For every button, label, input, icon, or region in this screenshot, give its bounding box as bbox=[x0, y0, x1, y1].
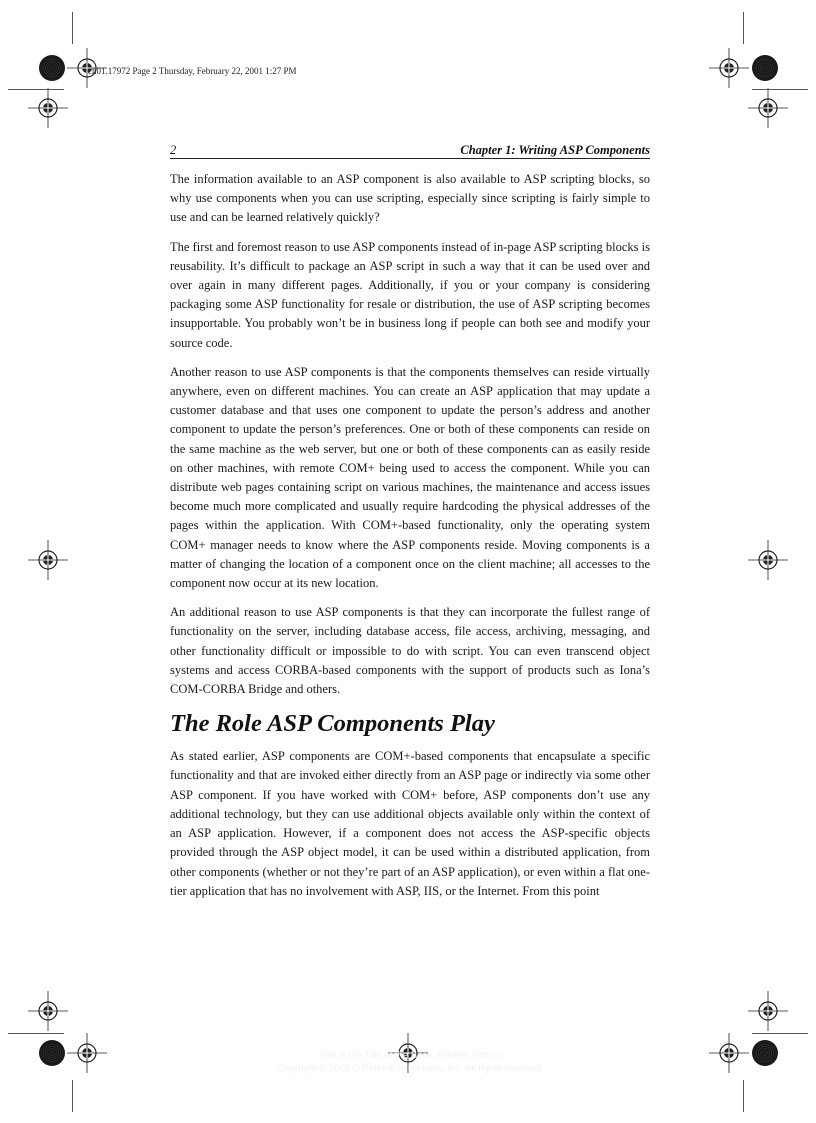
crop-mark bbox=[72, 12, 73, 44]
crop-mark bbox=[8, 1033, 64, 1034]
registration-mark-icon bbox=[709, 1033, 749, 1073]
registration-mark-icon bbox=[748, 991, 788, 1031]
print-slug: ch01.17972 Page 2 Thursday, February 22, 2001 1:27 PM bbox=[88, 66, 297, 76]
registration-mark-icon bbox=[748, 88, 788, 128]
crop-mark bbox=[72, 1080, 73, 1112]
printer-blot-top-right bbox=[752, 55, 778, 81]
running-head bbox=[170, 143, 650, 159]
registration-mark-icon bbox=[28, 88, 68, 128]
crop-mark bbox=[752, 1033, 808, 1034]
body-text bbox=[170, 170, 650, 911]
paragraph: As stated earlier, ASP components are COM+-based components that encapsulate a specific functionality and that are invoked either directly from an ASP page or indirectly via some other ASP component. If you have worked with COM+ before, ASP components don’t use any additional technology, but they can use additional objects available only within the context of an ASP application. However, if a component does not access the ASP-specific objects provided through the ASP object model, it can be used within a distributed application, from other components (whether or not they’re part of an ASP application), or even within a flat one-tier application that has no involvement with ASP, IIS, or the Internet. From this point bbox=[170, 749, 650, 898]
page-number: 2 bbox=[170, 143, 177, 157]
printer-blot-bottom-right bbox=[752, 1040, 778, 1066]
registration-mark-icon bbox=[28, 540, 68, 580]
registration-mark-icon bbox=[709, 48, 749, 88]
paragraph: Another reason to use ASP components is that the components themselves can reside virtually anywhere, even on different machines. You can create an ASP application that may update a customer database and that uses one component to update the person’s address and another component to update the person’s preferences. One or both of these components can reside on the same machine as the web server, but one or both of these components can as easily reside on other machines, with remote COM+ being used to access the component. While you can distribute web pages containing script on various machines, the maintenance and access issues become much more complicated and usually require hardcoding the physical addresses of the pages within the application. With COM+-based functionality, only the operating system COM+ manager needs to know where the ASP components reside. Moving components is a matter of changing the location of a component once on the client machine; all accesses to the component now occur at its new location. bbox=[170, 364, 650, 591]
printer-blot-top-left bbox=[39, 55, 65, 81]
section-heading: The Role ASP Components Play bbox=[170, 710, 495, 738]
paragraph: The first and foremost reason to use ASP components instead of in-page ASP scripting blocks is reusability. It’s difficult to package an ASP script in such a way that it can be used over and over again in many different pages. Additionally, if you or your company is considering packaging some ASP functionality for resale or distribution, the use of ASP scripting becomes insupportable. You probably won’t be in business long if people can both see and modify your source code. bbox=[170, 239, 650, 350]
footer-line: This is the Title of the Book, eMatter Edition bbox=[318, 1050, 502, 1061]
footer-line: Copyright © 2001 O’Reilly & Associates, Inc. All rights reserved. bbox=[276, 1063, 544, 1074]
printer-blot-bottom-left bbox=[39, 1040, 65, 1066]
crop-mark bbox=[752, 89, 808, 90]
crop-mark bbox=[743, 12, 744, 44]
crop-mark bbox=[743, 1080, 744, 1112]
registration-mark-icon bbox=[67, 1033, 107, 1073]
crop-mark bbox=[8, 89, 64, 90]
footer-copyright bbox=[220, 1049, 600, 1075]
registration-mark-icon bbox=[28, 991, 68, 1031]
paragraph: An additional reason to use ASP components is that they can incorporate the fullest range of functionality on the server, including database access, file access, archiving, messaging, and other functionality difficult or impossible to do with script. You can even transcend object systems and access CORBA-based components with the support of products such as Iona’s COM-CORBA Bridge and others. bbox=[170, 605, 650, 697]
registration-mark-icon bbox=[748, 540, 788, 580]
chapter-title: Chapter 1: Writing ASP Components bbox=[460, 143, 650, 157]
paragraph: The information available to an ASP component is also available to ASP scripting blocks, so why use components when you can use scripting, especially since scripting is fairly simple to use and can be learned relatively quickly? bbox=[170, 172, 650, 225]
